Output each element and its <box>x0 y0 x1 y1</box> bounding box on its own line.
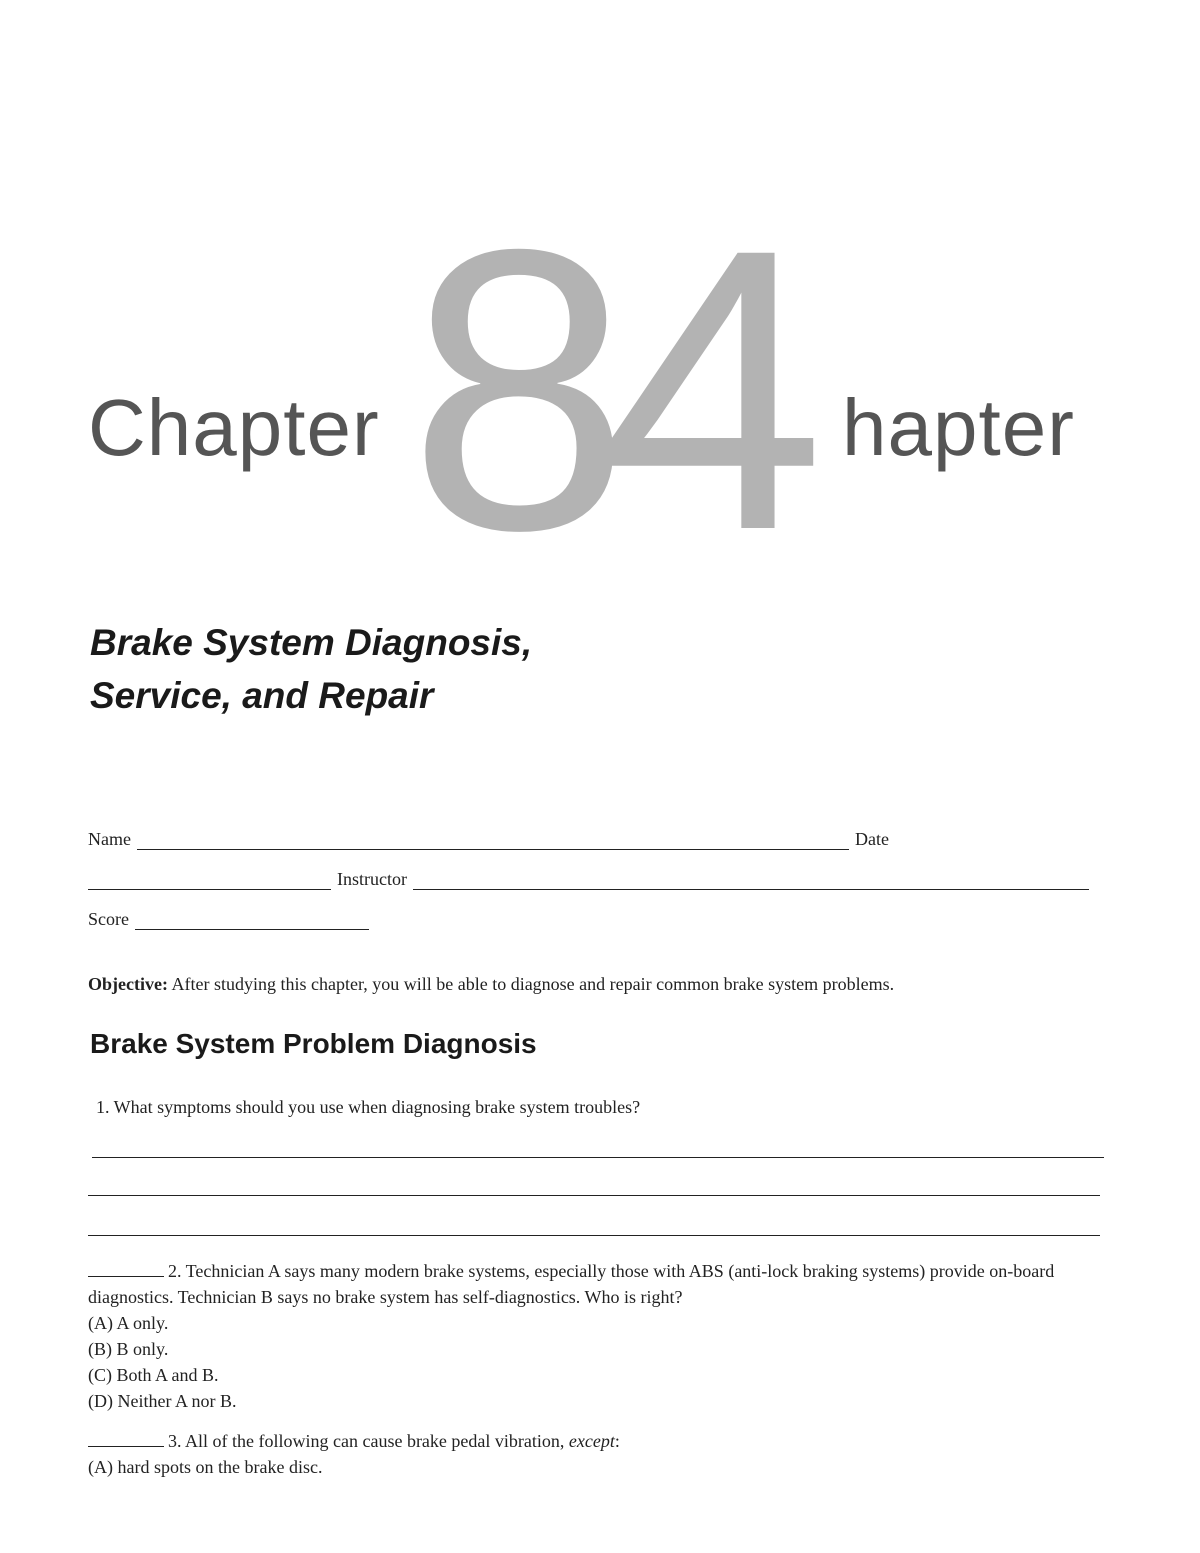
answer-blank-2[interactable] <box>88 1260 164 1277</box>
option-a: (A) hard spots on the brake disc. <box>88 1457 323 1477</box>
score-label: Score <box>88 909 129 929</box>
objective <box>88 974 894 995</box>
question-3-emphasis: except <box>568 1431 615 1451</box>
answer-line-3[interactable] <box>88 1235 1100 1236</box>
name-field[interactable] <box>137 831 849 850</box>
question-2 <box>88 1258 1108 1414</box>
section-heading: Brake System Problem Diagnosis <box>90 1028 537 1059</box>
option-c: (C) Both A and B. <box>88 1365 219 1385</box>
objective-text: After studying this chapter, you will be able to diagnose and repair common brake system problems. <box>171 974 895 994</box>
question-2-text: 2. Technician A says many modern brake systems, especially those with ABS (anti-lock braking systems) provide on-board diagnostics. Technician B says no brake system has self-diagnostics. Who is right? <box>88 1261 1055 1307</box>
chapter-title-line-2: Service, and Repair <box>90 675 434 716</box>
question-3-colon: : <box>614 1431 620 1451</box>
chapter-title <box>90 616 532 722</box>
instructor-field[interactable] <box>413 871 1089 890</box>
answer-line-1[interactable] <box>92 1157 1104 1158</box>
name-date-row <box>88 824 889 850</box>
option-b: (B) B only. <box>88 1339 169 1359</box>
score-field[interactable] <box>135 911 369 930</box>
question-3-text: 3. All of the following can cause brake pedal vibration, <box>168 1431 569 1451</box>
chapter-label-fragment: hapter <box>842 383 1075 472</box>
objective-label: Objective: <box>88 974 168 994</box>
chapter-label: Chapter <box>88 383 380 472</box>
question-1: 1. What symptoms should you use when diagnosing brake system troubles? <box>96 1097 641 1117</box>
instructor-row <box>88 864 1089 890</box>
name-label: Name <box>88 829 131 849</box>
date-field[interactable] <box>88 871 331 890</box>
answer-line-2[interactable] <box>88 1195 1100 1196</box>
question-3 <box>88 1428 1108 1480</box>
chapter-number: 84 <box>408 166 797 613</box>
score-row <box>88 904 369 930</box>
option-a: (A) A only. <box>88 1313 169 1333</box>
instructor-label: Instructor <box>337 869 407 889</box>
option-d: (D) Neither A nor B. <box>88 1391 237 1411</box>
date-label: Date <box>854 829 889 849</box>
answer-blank-3[interactable] <box>88 1430 164 1447</box>
chapter-title-line-1: Brake System Diagnosis, <box>90 622 533 663</box>
